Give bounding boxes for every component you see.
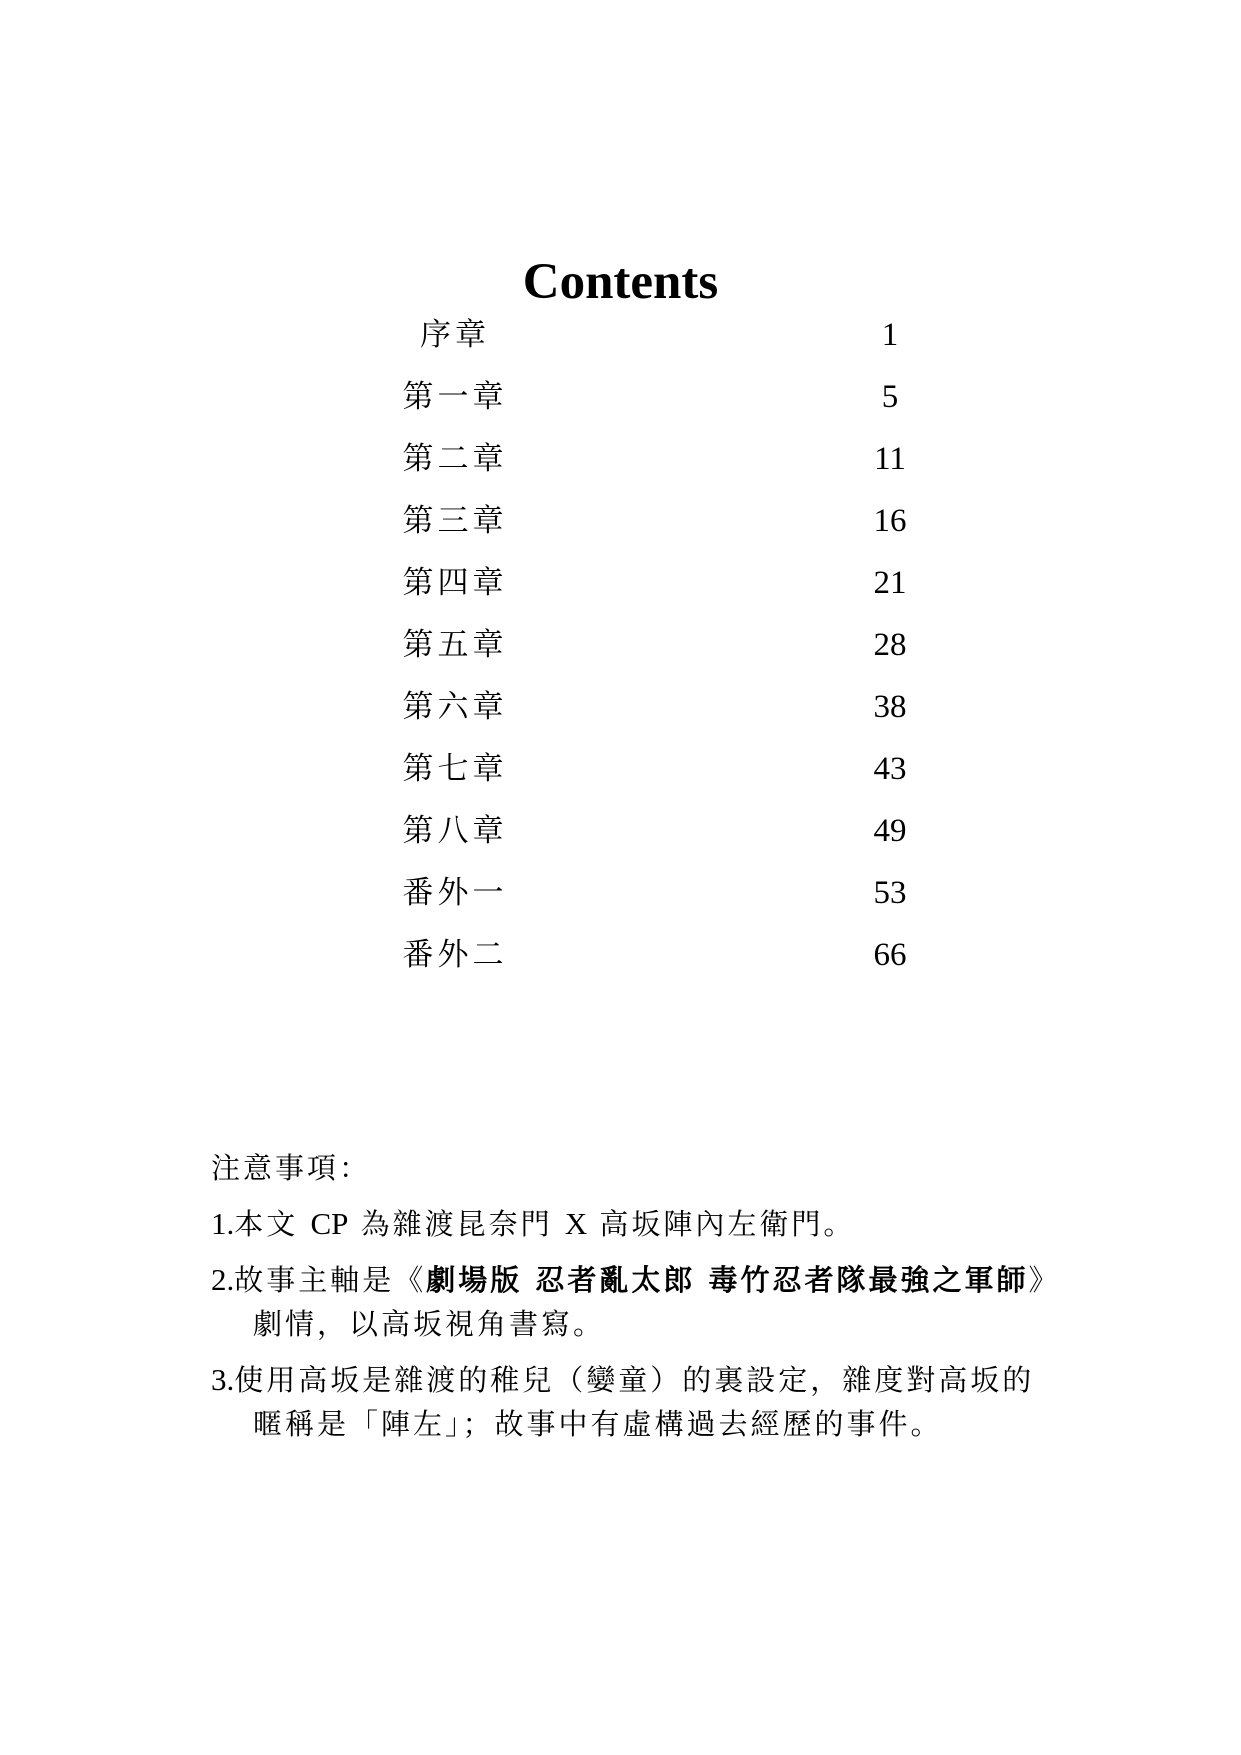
notes-section	[211, 1146, 1061, 1458]
toc-chapter-label: 序章	[420, 317, 490, 353]
notes-heading: 注意事項：	[211, 1151, 372, 1185]
toc-row	[0, 745, 1241, 793]
toc-page-number: 5	[881, 379, 899, 415]
note-item-3	[211, 1358, 1061, 1446]
toc-row	[0, 311, 1241, 359]
toc-row	[0, 869, 1241, 917]
note-text: X	[564, 1206, 588, 1241]
toc-page-number: 21	[873, 565, 907, 601]
note-text: 為雜渡昆奈門	[348, 1207, 565, 1241]
toc-row	[0, 807, 1241, 855]
page-title: Contents	[522, 254, 719, 310]
note-text: 》	[1028, 1263, 1061, 1297]
note-text: 本文	[234, 1207, 311, 1241]
note-number: 3.	[211, 1362, 235, 1397]
toc-row	[0, 435, 1241, 483]
toc-chapter-label: 第一章	[402, 379, 508, 415]
toc-chapter-label: 第八章	[402, 813, 508, 849]
note-text: CP	[310, 1206, 349, 1241]
toc-row	[0, 373, 1241, 421]
toc-page-number: 43	[873, 751, 907, 787]
toc-page-number: 66	[873, 937, 907, 973]
toc-row	[0, 621, 1241, 669]
toc-chapter-label: 第七章	[402, 751, 508, 787]
note-item-2	[211, 1258, 1061, 1346]
toc-page-number: 53	[873, 875, 907, 911]
toc-chapter-label: 番外二	[402, 937, 508, 973]
note-text-continued: 暱稱是「陣左」；故事中有虛構過去經歷的事件。	[253, 1407, 943, 1441]
note-text-continued: 劇情，以高坂視角書寫。	[253, 1307, 606, 1341]
toc-row	[0, 497, 1241, 545]
work-title: 劇場版 忍者亂太郎 毒竹忍者隊最強之軍師	[426, 1263, 1029, 1297]
toc-chapter-label: 第六章	[402, 689, 508, 725]
toc-page-number: 11	[874, 441, 906, 477]
toc-chapter-label: 第四章	[402, 565, 508, 601]
note-text: 使用高坂是雜渡的稚兒（孌童）的裏設定，雜度對高坂的	[234, 1363, 1035, 1397]
toc-row	[0, 559, 1241, 607]
toc-page-number: 16	[873, 503, 907, 539]
toc-chapter-label: 第三章	[402, 503, 508, 539]
toc-row	[0, 683, 1241, 731]
toc-chapter-label: 第五章	[402, 627, 508, 663]
note-item-1	[211, 1202, 1061, 1246]
toc-page-number: 49	[873, 813, 907, 849]
note-text: 故事主軸是《	[234, 1263, 427, 1297]
toc-chapter-label: 第二章	[402, 441, 508, 477]
note-number: 2.	[211, 1262, 235, 1297]
toc-page-number: 28	[873, 627, 907, 663]
toc-page-number: 1	[881, 317, 899, 353]
toc-row	[0, 931, 1241, 979]
toc-page-number: 38	[873, 689, 907, 725]
note-number: 1.	[211, 1206, 235, 1241]
toc-chapter-label: 番外一	[402, 875, 508, 911]
note-text: 高坂陣內左衛門。	[587, 1207, 856, 1241]
